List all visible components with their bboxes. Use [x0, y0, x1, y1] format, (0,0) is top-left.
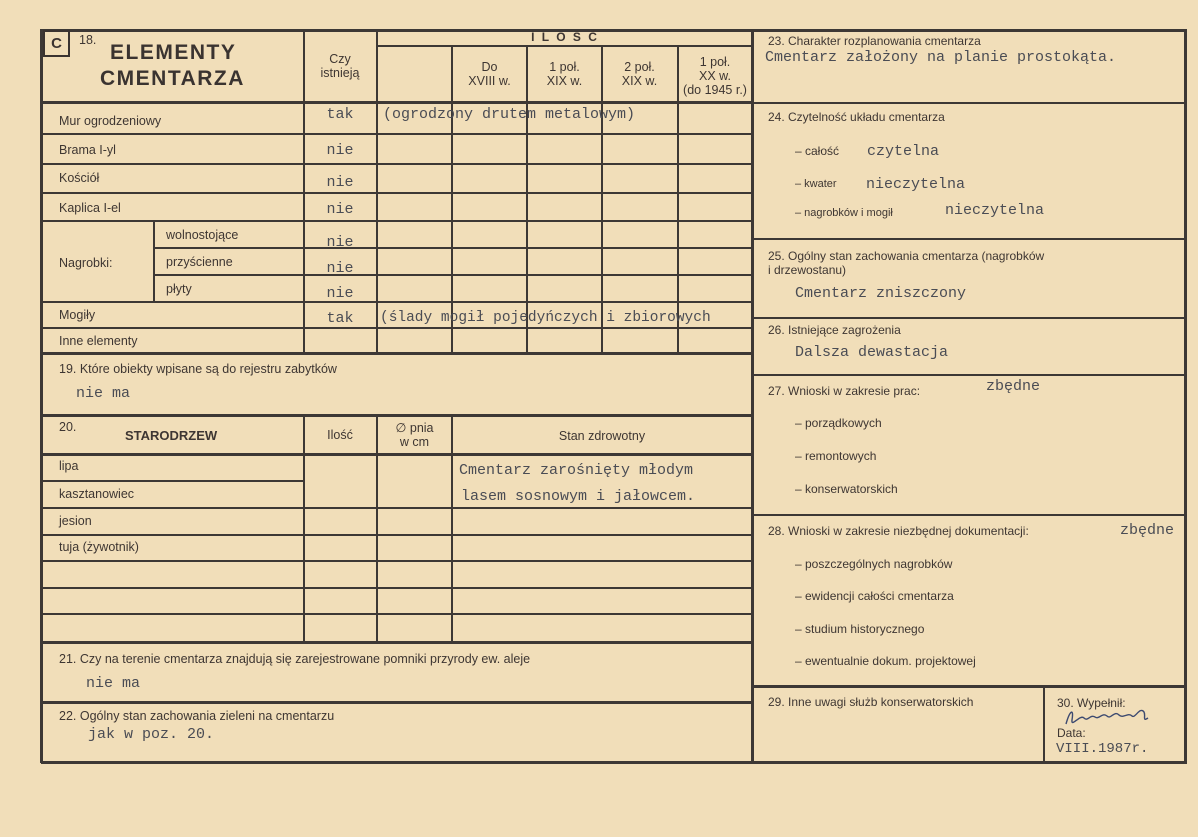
rule: [1184, 29, 1187, 764]
section-title-line1: ELEMENTY: [110, 41, 237, 64]
q20-col-diam-2: w cm: [399, 435, 430, 449]
col-header-exists-2: istnieją: [320, 66, 360, 80]
q22-answer: jak w poz. 20.: [88, 726, 215, 743]
period-3-l2: XIX w.: [621, 74, 658, 88]
rule: [451, 416, 453, 642]
rule: [41, 192, 752, 194]
rule: [41, 327, 752, 329]
rule: [41, 352, 752, 355]
q28-answer: zbędne: [1120, 522, 1175, 539]
q27-label: 27. Wnioski w zakresie prac:: [768, 384, 921, 398]
q24-item3-answer: nieczytelna: [945, 202, 1045, 219]
row-label-mur: Mur ogrodzeniowy: [59, 114, 162, 128]
rule: [752, 317, 1186, 319]
q30-date-label: Data:: [1057, 726, 1086, 740]
q26-label: 26. Istniejące zagrożenia: [768, 323, 901, 337]
q24-item1-label: – całość: [795, 144, 840, 158]
row-exists-mur: tak: [326, 106, 354, 123]
tree-lipa: lipa: [59, 459, 79, 473]
q27-item1: – porządkowych: [795, 416, 882, 430]
nagrobki-przysc-exists: nie: [326, 260, 354, 277]
q20-health-line2: lasem sosnowym i jałowcem.: [461, 488, 696, 505]
q23-label: 23. Charakter rozplanowania cmentarza: [768, 34, 981, 48]
rule: [41, 480, 303, 482]
rule: [376, 416, 378, 642]
row-note-mogily: (ślady mogił pojedyńczych i zbiorowych: [380, 310, 711, 326]
rule: [752, 514, 1186, 516]
section-title-line2: CMENTARZA: [100, 67, 245, 90]
rule: [41, 641, 752, 644]
period-1-l2: XVIII w.: [468, 74, 511, 88]
q25-label-2: i drzewostanu): [768, 263, 847, 277]
nagrobki-plyty-exists: nie: [326, 285, 354, 302]
q26-answer: Dalsza dewastacja: [795, 344, 949, 361]
row-label-mogily: Mogiły: [59, 308, 96, 322]
row-label-inne: Inne elementy: [59, 334, 138, 348]
rule: [752, 374, 1186, 376]
rule: [41, 101, 752, 104]
rule: [41, 133, 752, 135]
rule: [303, 416, 305, 642]
rule: [41, 220, 752, 222]
rule: [376, 45, 752, 47]
q30-date-value: VIII.1987r.: [1056, 741, 1149, 757]
period-4-l1: 1 poł.: [699, 55, 731, 69]
section-number: 18.: [79, 33, 97, 47]
q28-item2: – ewidencji całości cmentarza: [795, 589, 954, 603]
rule: [601, 46, 603, 353]
q27-item2: – remontowych: [795, 449, 877, 463]
q27-answer: zbędne: [986, 378, 1041, 395]
q20-health-line1: Cmentarz zarośnięty młodym: [459, 462, 694, 479]
row-label-kaplica: Kaplica I-el: [59, 201, 121, 215]
q24-item3-label: – nagrobków i mogił: [795, 207, 893, 219]
row-exists-brama: nie: [326, 142, 354, 159]
ilosc-header: I L O Ś Ć: [531, 30, 599, 44]
rule: [1043, 687, 1045, 762]
q28-label: 28. Wnioski w zakresie niezbędnej dokumentacji:: [768, 524, 1029, 538]
rule: [41, 701, 752, 704]
tree-kasztanowiec: kasztanowiec: [59, 487, 135, 501]
rule: [526, 46, 528, 353]
q20-col-diam-1: ∅ pnia: [395, 421, 434, 435]
rule: [41, 534, 752, 536]
tree-tuja: tuja (żywotnik): [59, 540, 139, 554]
row-exists-kosciol: nie: [326, 174, 354, 191]
q20-title: STARODRZEW: [125, 428, 218, 443]
rule: [752, 29, 1186, 32]
rule: [41, 301, 752, 303]
period-1-l1: Do: [481, 60, 498, 74]
period-2-l1: 1 poł.: [549, 60, 580, 74]
q20-col-qty: Ilość: [327, 428, 353, 442]
rule: [41, 613, 752, 615]
q25-answer: Cmentarz zniszczony: [795, 285, 967, 302]
rule: [41, 453, 752, 456]
q24-item1-answer: czytelna: [867, 143, 940, 160]
nagrobki-przysc-label: przyścienne: [166, 255, 233, 269]
q27-item3: – konserwatorskich: [795, 482, 898, 496]
rule: [153, 220, 155, 302]
rule: [41, 414, 752, 417]
nagrobki-wolno-label: wolnostojące: [166, 228, 239, 242]
rule: [752, 238, 1186, 240]
q24-label: 24. Czytelność układu cmentarza: [768, 110, 945, 124]
q19-label: 19. Które obiekty wpisane są do rejestru zabytków: [59, 362, 337, 376]
q25-label-1: 25. Ogólny stan zachowania cmentarza (nagrobków: [768, 249, 1045, 263]
rule: [153, 247, 752, 249]
period-4-l2: XX w.: [699, 69, 731, 83]
rule: [751, 29, 754, 763]
q29-label: 29. Inne uwagi służb konserwatorskich: [768, 695, 974, 709]
rule: [752, 685, 1186, 688]
q21-label: 21. Czy na terenie cmentarza znajdują się zarejestrowane pomniki przyrody ew. aleje: [59, 652, 531, 666]
q22-label: 22. Ogólny stan zachowania zieleni na cmentarzu: [59, 709, 335, 723]
nagrobki-label: Nagrobki:: [59, 256, 113, 270]
row-exists-kaplica: nie: [326, 201, 354, 218]
period-4-l3: (do 1945 r.): [683, 83, 747, 97]
rule: [41, 587, 752, 589]
q23-answer: Cmentarz założony na planie prostokąta.: [765, 49, 1117, 66]
rule: [153, 274, 752, 276]
row-label-kosciol: Kościół: [59, 171, 100, 185]
col-header-exists-1: Czy: [329, 52, 351, 66]
q24-item2-answer: nieczytelna: [866, 176, 966, 193]
q28-item4: – ewentualnie dokum. projektowej: [795, 654, 976, 668]
nagrobki-plyty-label: płyty: [166, 282, 192, 296]
nagrobki-wolno-exists: nie: [326, 234, 354, 251]
row-label-brama: Brama I-yl: [59, 143, 116, 157]
row-note-mur: (ogrodzony drutem metalowym): [383, 106, 636, 123]
section-letter-box: C: [43, 30, 70, 57]
q20-col-health: Stan zdrowotny: [558, 429, 646, 443]
row-exists-mogily: tak: [326, 310, 354, 327]
q28-item1: – poszczególnych nagrobków: [795, 557, 953, 571]
period-2-l2: XIX w.: [546, 74, 583, 88]
rule: [752, 102, 1186, 104]
q30-label: 30. Wypełnił:: [1057, 696, 1126, 710]
rule: [40, 29, 43, 763]
q24-item2-label: – kwater: [795, 178, 837, 190]
tree-jesion: jesion: [59, 514, 92, 528]
q20-number: 20.: [59, 420, 77, 434]
rule: [451, 46, 453, 353]
q21-answer: nie ma: [86, 675, 141, 692]
rule: [41, 761, 1186, 764]
q28-item3: – studium historycznego: [795, 622, 925, 636]
rule: [41, 507, 752, 509]
period-3-l1: 2 poł.: [624, 60, 655, 74]
q19-answer: nie ma: [76, 385, 131, 402]
rule: [41, 163, 752, 165]
rule: [41, 560, 752, 562]
